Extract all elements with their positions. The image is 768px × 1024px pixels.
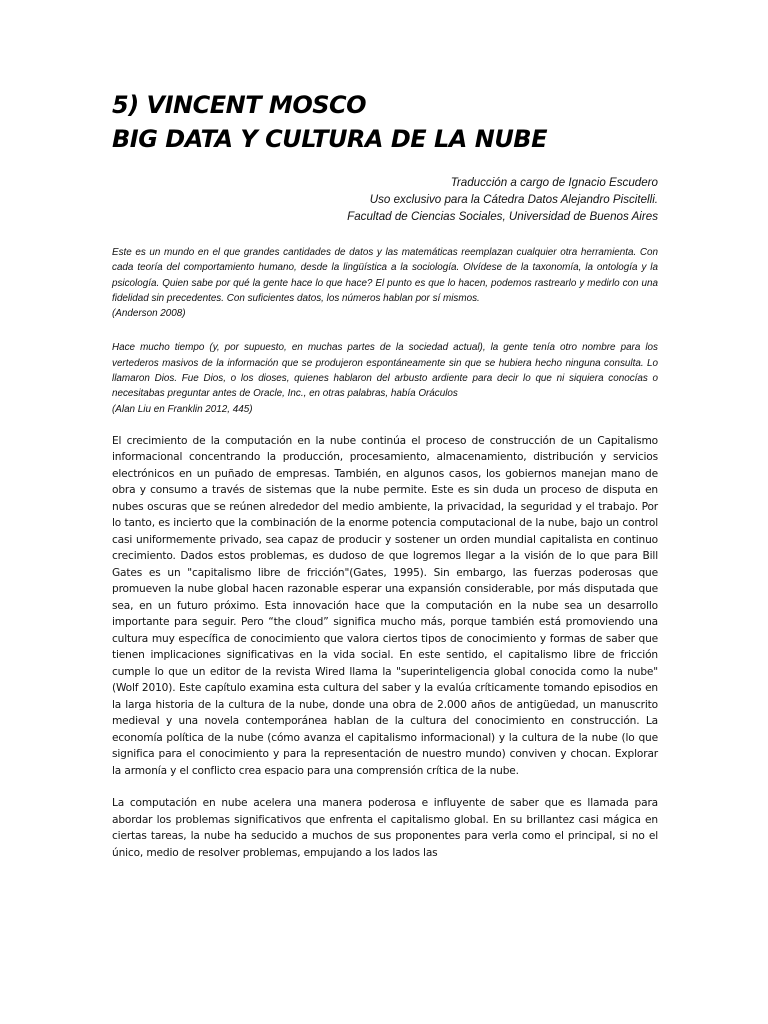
paragraph-2-text: La computación en nube acelera una manera poderosa e influyente de saber que es llamada para abordar los problemas significativos que enfrenta el capitalismo global. En su brillantez casi mágica en ciertas tareas, la nube ha seducido a muchos de sus proponentes para verla como el principal, si no el único, medio de resolver problemas, empujando a los lados las <box>112 797 658 859</box>
body-paragraph-1 <box>112 433 658 780</box>
document-title <box>112 88 658 156</box>
epigraph-quote-1 <box>112 245 658 321</box>
translation-credits <box>112 174 658 225</box>
paragraph-1-text: El crecimiento de la computación en la nube continúa el proceso de construcción de un Capitalismo informacional concentrando la producción, procesamiento, almacenamiento, distribución y servicios electrónicos en un puñado de empresas. También, en algunos casos, los gobiernos manejan mano de obra y consumo a través de sistemas que la nube permite. Este es sin duda un proceso de disputa en nubes oscuras que se reúnen alrededor del medio ambiente, la privacidad, la seguridad y el trabajo. Por lo tanto, es incierto que la combinación de la enorme potencia computacional de la nube, bajo un control casi uniformemente privado, sea capaz de producir y sostener un orden mundial capitalista en continuo crecimiento. Dados estos problemas, es dudoso de que logremos llegar a la visión de lo que para Bill Gates es un "capitalismo libre de fricción"(Gates, 1995). Sin embargo, las fuerzas poderosas que promueven la nube global hacen razonable esperar una expansión considerable, por más disputada que sea, en un futuro próximo. Esta innovación hace que la computación en la nube sea un desarrollo importante para seguir. Pero “the cloud” significa mucho más, porque también está promoviendo una cultura muy específica de conocimiento que valora ciertos tipos de conocimiento y formas de saber que tienen implicaciones significativas en la vida social. En este sentido, el capitalismo libre de fricción cumple lo que un editor de la revista Wired llama la "superinteligencia global conocida como la nube" (Wolf 2010). Este capítulo examina esta cultura del saber y la evalúa críticamente tomando episodios en la larga historia de la cultura de la nube, donde una obra de 2.000 años de antigüedad, un manuscrito medieval y una novela contemporánea hablan de la cultura del conocimiento en construcción. La economía política de la nube (cómo avanza el capitalismo informacional) y la cultura de la nube (lo que significa para el conocimiento y para la representación de nuestro mundo) conviven y chocan. Explorar la armonía y el conflicto crea espacio para una comprensión crítica de la nube. <box>112 434 658 777</box>
title-chapter: BIG DATA Y CULTURA DE LA NUBE <box>112 125 547 153</box>
credit-usage: Uso exclusivo para la Cátedra Datos Alejandro Piscitelli. <box>369 193 658 206</box>
quote-2-text: Hace mucho tiempo (y, por supuesto, en muchas partes de la sociedad actual), la gente tenía otro nombre para los vertederos masivos de la información que se produjeron espontáneamente sin que se hubiera hecho ninguna consulta. Lo llamaron Dios. Fue Dios, o los dioses, quienes hablaron del arbusto ardiente para decir lo que ni siquiera conocías o necesitabas preguntar antes de Oracle, Inc., en otras palabras, había Oráculos <box>112 342 658 400</box>
title-author: 5) VINCENT MOSCO <box>112 91 367 119</box>
body-paragraph-2 <box>112 795 658 861</box>
quote-2-citation: (Alan Liu en Franklin 2012, 445) <box>112 403 253 415</box>
credit-translator: Traducción a cargo de Ignacio Escudero <box>450 176 658 189</box>
quote-1-citation: (Anderson 2008) <box>112 308 186 320</box>
document-page <box>112 88 658 861</box>
quote-1-text: Este es un mundo en el que grandes cantidades de datos y las matemáticas reemplazan cualquier otra herramienta. Con cada teoría del comportamiento humano, desde la lingüística a la sociología. Olvídese de la taxonomía, la ontología y la psicología. Quien sabe por qué la gente hace lo que hace? El punto es que lo hacen, podemos rastrearlo y medirlo con una fidelidad sin precedentes. Con suficientes datos, los números hablan por sí mismos. <box>112 247 658 304</box>
credit-faculty: Facultad de Ciencias Sociales, Universidad de Buenos Aires <box>347 210 658 223</box>
epigraph-quote-2 <box>112 340 658 416</box>
